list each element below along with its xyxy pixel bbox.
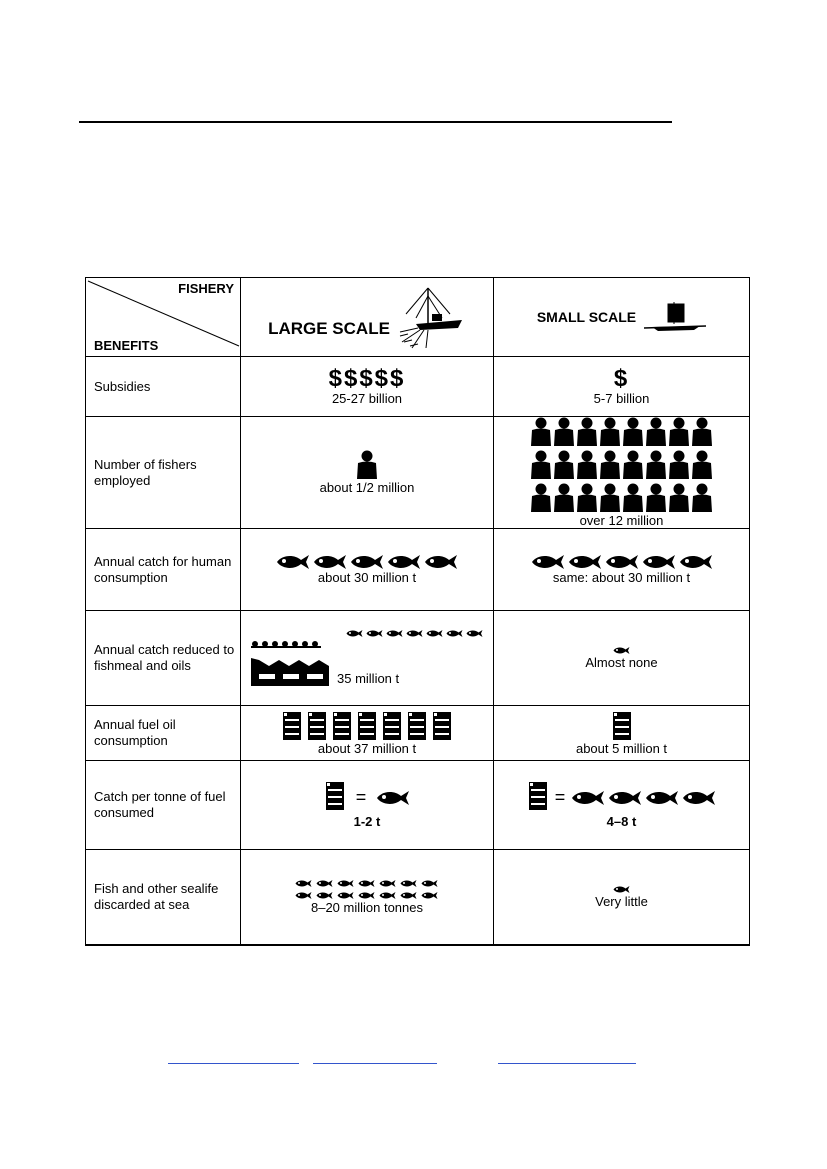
person-icon (622, 483, 644, 513)
small-fishmeal-cell (494, 611, 750, 706)
row-catch-per-fuel (86, 761, 750, 850)
person-icon (599, 450, 621, 480)
person-icon (599, 417, 621, 447)
person-icon (645, 483, 667, 513)
fish-icon (295, 891, 312, 900)
small-discard-cell (494, 850, 750, 945)
row-fuel-oil (86, 706, 750, 761)
equals-sign: = (355, 787, 367, 807)
fish-icon (400, 879, 417, 888)
large-value: 8–20 million tonnes (310, 899, 424, 915)
fish-icon (387, 554, 421, 570)
fish-icon (276, 554, 310, 570)
header-row (86, 278, 750, 357)
large-discard-cell (241, 850, 494, 945)
large-value: 1-2 t (353, 814, 381, 829)
small-ratio-cell (494, 761, 750, 850)
person-icon (576, 483, 598, 513)
large-value: about 30 million t (317, 570, 417, 585)
person-icon (599, 483, 621, 513)
underline-link-1[interactable] (168, 1063, 299, 1064)
fish-icon (571, 790, 605, 806)
person-icon (691, 483, 713, 513)
fish-icons (571, 790, 716, 806)
fish-icon (424, 554, 458, 570)
row-label: Subsidies (86, 357, 241, 417)
fish-icon (376, 790, 410, 806)
fish-icons-discard (241, 879, 493, 900)
row-discard (86, 850, 750, 945)
fish-icon (426, 629, 443, 638)
fish-icons-small (494, 646, 749, 655)
small-ratio-equation (494, 781, 749, 814)
trawler-ship-icon (398, 284, 466, 350)
barrel-icons-large (241, 711, 493, 741)
person-icons-small (494, 417, 749, 513)
fish-icon (613, 885, 630, 894)
fish-icon (645, 790, 679, 806)
person-icon (622, 450, 644, 480)
fish-icon (316, 891, 333, 900)
person-icon (668, 417, 690, 447)
large-ratio-cell (241, 761, 494, 850)
row-fishers (86, 417, 750, 529)
large-scale-header (241, 278, 494, 357)
person-icon (553, 450, 575, 480)
oil-barrel-icon (381, 711, 403, 741)
small-value: Almost none (585, 655, 658, 670)
oil-barrel-icon (306, 711, 328, 741)
fish-icon (400, 891, 417, 900)
small-value: Very little (595, 893, 648, 909)
equals-sign: = (554, 787, 566, 807)
corner-cell (86, 278, 241, 357)
sail-boat-icon (644, 300, 706, 334)
fish-icon (337, 879, 354, 888)
barrel-icons (324, 781, 346, 814)
row-label: Fish and other sealife discarded at sea (86, 850, 241, 945)
fishery-comparison-table (85, 277, 750, 946)
large-value: about 1/2 million (319, 480, 415, 495)
corner-benefits-label: BENEFITS (94, 338, 159, 353)
fish-icon (531, 554, 565, 570)
underline-link-3[interactable] (498, 1063, 636, 1064)
fish-icons-small (494, 885, 749, 894)
large-value: 35 million t (337, 670, 400, 686)
fish-icon (350, 554, 384, 570)
fish-icon (446, 629, 463, 638)
large-value: 25-27 billion (331, 391, 403, 406)
fish-icon (421, 891, 438, 900)
large-fishmeal-cell (241, 611, 494, 706)
fish-icon (421, 879, 438, 888)
fish-icon (316, 879, 333, 888)
row-label: Number of fishers employed (86, 417, 241, 529)
fish-icon (406, 629, 423, 638)
fish-icon (295, 879, 312, 888)
person-icon (530, 483, 552, 513)
corner-fishery-label: FISHERY (178, 281, 234, 296)
oil-barrel-icon (324, 781, 346, 811)
person-icon (576, 417, 598, 447)
oil-barrel-icon (331, 711, 353, 741)
small-value: about 5 million t (575, 740, 668, 756)
person-icons-large (241, 450, 493, 480)
underline-link-2[interactable] (313, 1063, 437, 1064)
row-subsidies (86, 357, 750, 417)
large-subsidies-cell (241, 357, 494, 417)
fish-icon (568, 554, 602, 570)
large-value: about 37 million t (317, 740, 417, 756)
small-value: 4–8 t (606, 814, 637, 829)
person-icon (645, 417, 667, 447)
top-rule (79, 121, 672, 123)
fish-icon (358, 891, 375, 900)
person-icon (356, 450, 378, 480)
person-icon (553, 417, 575, 447)
person-icon (691, 417, 713, 447)
oil-barrel-icon (527, 781, 549, 811)
fish-icon (608, 790, 642, 806)
small-value: same: about 30 million t (552, 570, 691, 585)
oil-barrel-icon (431, 711, 453, 741)
small-catch-cell (494, 529, 750, 611)
fish-icon (379, 879, 396, 888)
large-fuel-cell (241, 706, 494, 761)
fish-icons-small (494, 554, 749, 570)
oil-barrel-icon (406, 711, 428, 741)
row-label: Annual catch reduced to fishmeal and oils (86, 611, 241, 706)
fish-icon (346, 629, 363, 638)
fish-icon (466, 629, 483, 638)
fish-icon (366, 629, 383, 638)
person-icon (691, 450, 713, 480)
small-scale-label: SMALL SCALE (536, 309, 637, 325)
person-icon (668, 483, 690, 513)
fish-icon (358, 879, 375, 888)
fish-icon (313, 554, 347, 570)
small-fishers-cell (494, 417, 750, 529)
person-icon (645, 450, 667, 480)
oil-barrel-icon (611, 711, 633, 741)
oil-barrel-icon (281, 711, 303, 741)
fish-icons (376, 790, 410, 806)
fish-icon (613, 646, 630, 655)
fish-icon (386, 629, 403, 638)
fish-icon (682, 790, 716, 806)
oil-barrel-icon (356, 711, 378, 741)
person-icon (530, 417, 552, 447)
fish-icons-fishmeal (241, 629, 493, 638)
small-value: over 12 million (579, 513, 664, 528)
row-label: Annual catch for human consumption (86, 529, 241, 611)
factory-icon (251, 638, 331, 688)
fish-icon (379, 891, 396, 900)
small-fuel-cell (494, 706, 750, 761)
dollar-icons: $ (613, 365, 630, 392)
row-label: Catch per tonne of fuel consumed (86, 761, 241, 850)
large-catch-cell (241, 529, 494, 611)
fish-icon (605, 554, 639, 570)
row-label: Annual fuel oil consumption (86, 706, 241, 761)
large-scale-label: LARGE SCALE (268, 319, 390, 338)
barrel-icons (527, 781, 549, 814)
fish-icons-large (241, 554, 493, 570)
person-icon (553, 483, 575, 513)
person-icon (668, 450, 690, 480)
barrel-icons-small (494, 711, 749, 741)
person-icon (576, 450, 598, 480)
large-ratio-equation (241, 781, 493, 814)
fish-icon (337, 891, 354, 900)
small-scale-header (494, 278, 750, 357)
dollar-icons: $$$$$ (328, 365, 406, 392)
row-human-consumption (86, 529, 750, 611)
small-subsidies-cell (494, 357, 750, 417)
small-value: 5-7 billion (593, 391, 650, 406)
fish-icon (679, 554, 713, 570)
person-icon (622, 417, 644, 447)
row-fishmeal (86, 611, 750, 706)
fish-icon (642, 554, 676, 570)
large-fishers-cell (241, 417, 494, 529)
person-icon (530, 450, 552, 480)
